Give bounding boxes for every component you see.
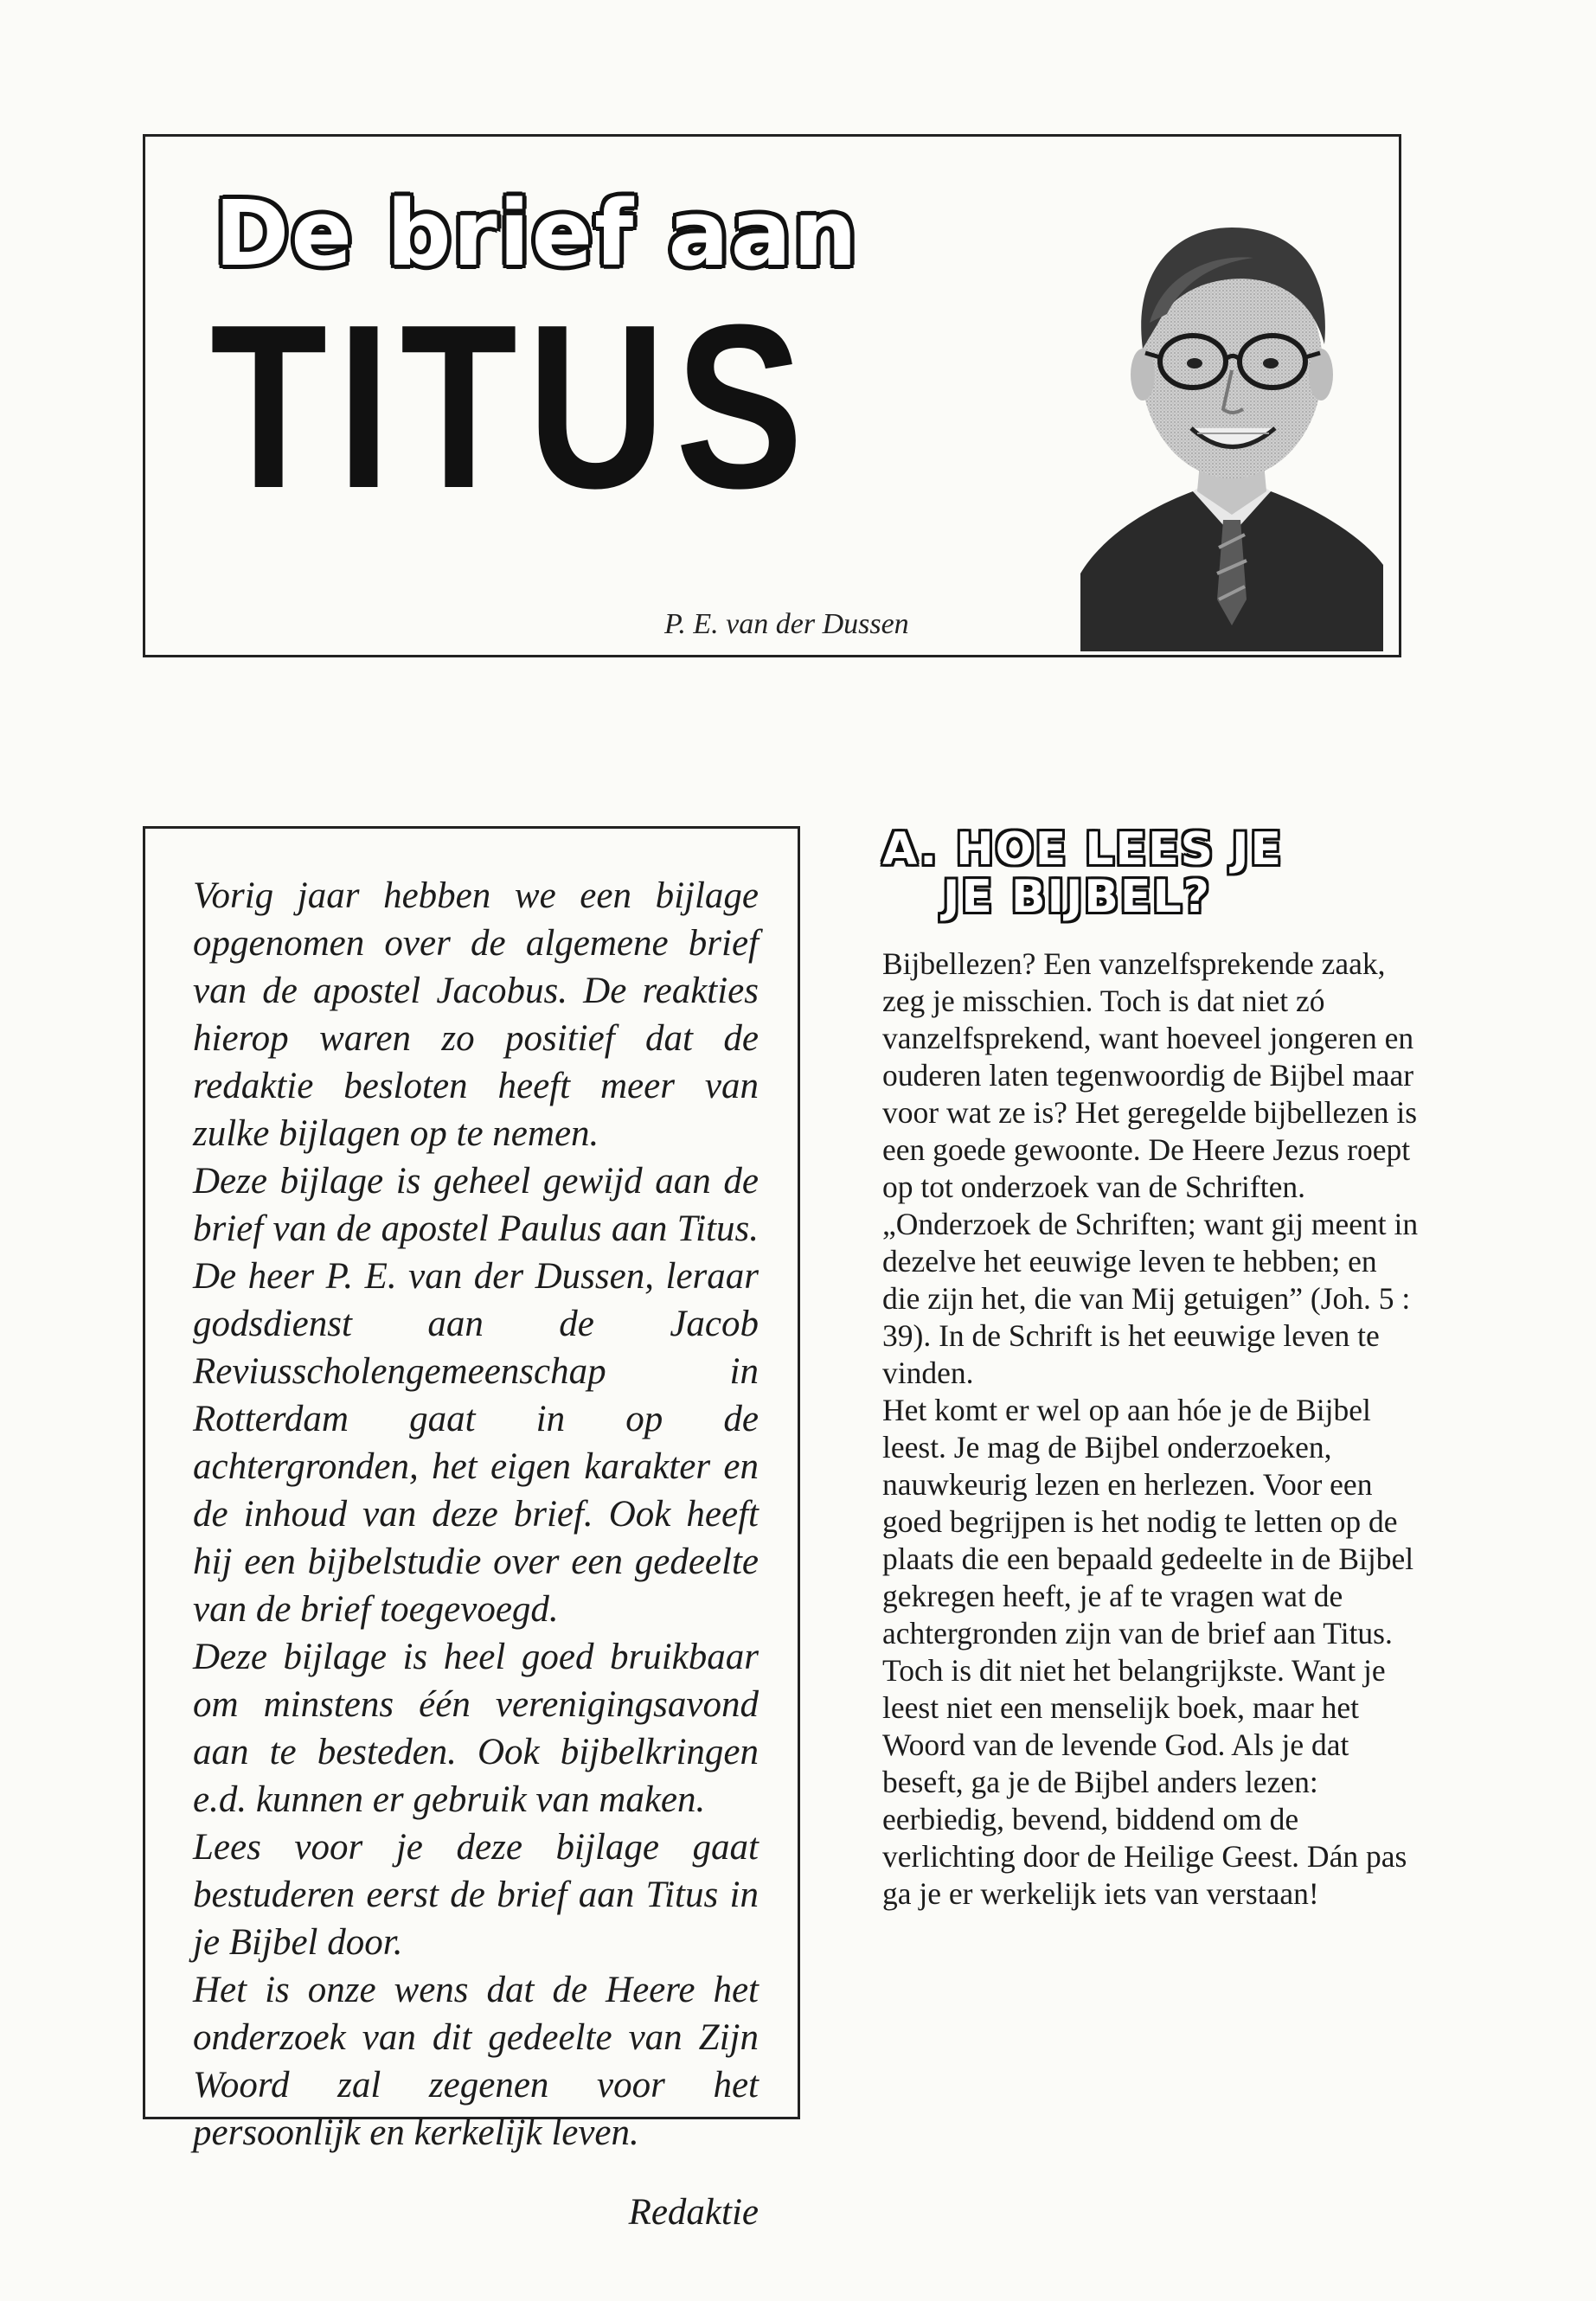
editorial-signature: Redaktie	[628, 2192, 759, 2233]
body-paragraph: Bijbellezen? Een vanzelfsprekende zaak, zeg je misschien. Toch is dat niet zó vanzelfsprekend, want hoeveel jongeren en ouderen laten tegenwoordig de Bijbel maar voor wat ze is? Het geregelde bijbellezen is een goede gewoonte. De Heere Jezus roept op tot onderzoek van de Schriften. „Onderzoek de Schriften; want gij meent in dezelve het eeuwige leven te hebben; en die zijn het, die van Mij getuigen” (Joh. 5 : 39). In de Schrift is het eeuwige leven te vinden.	[882, 946, 1419, 1390]
intro-paragraph: Deze bijlage is heel goed bruikbaar om minstens één verenigingsavond aan te besteden. Ook bijbelkringen e.d. kunnen er gebruik van maken.	[193, 1637, 759, 1820]
editorial-intro-box	[143, 826, 800, 2233]
header-title: TITUS	[210, 277, 813, 537]
body-paragraph: Het komt er wel op aan hóe je de Bijbel leest. Je mag de Bijbel onderzoeken, nauwkeurig lezen en herlezen. Voor een goed begrijpen is het nodig te letten op de plaats die een bepaald gedeelte in de Bijbel gekregen heeft, je af te vragen wat de achtergronden zijn van de brief aan Titus. Toch is dit niet het belangrijkste. Want je leest niet een menselijk boek, maar het Woord van de levende God. Als je dat beseft, ga je de Bijbel anders lezen: eerbiedig, bevend, biddend om de verlichting door de Heilige Geest. Dán pas ga je er werkelijk iets van verstaan!	[882, 1393, 1414, 1911]
intro-paragraph: Lees voor je deze bijlage gaat bestuderen eerst de brief aan Titus in je Bijbel door.	[193, 1827, 759, 1963]
intro-paragraph: Het is onze wens dat de Heere het onderzoek van dit gedeelte van Zijn Woord zal zegenen voor het persoonlijk en kerkelijk leven.	[193, 1970, 759, 2153]
section-heading	[882, 826, 1419, 921]
author-credit: P. E. van der Dussen	[664, 608, 909, 640]
section-heading-line-1: A. HOE LEES JE	[882, 824, 1284, 875]
editorial-intro-text	[193, 872, 759, 2157]
header-subtitle: De brief aan	[215, 181, 859, 286]
header-box	[143, 134, 1401, 657]
intro-paragraph: Vorig jaar hebben we een bijlage opgenomen over de algemene brief van de apostel Jacobus. De reakties hierop waren zo positief dat de redaktie besloten heeft meer van zulke bijlagen op te nemen.	[193, 875, 759, 1154]
section-heading-line-2: JE BIJBEL?	[943, 871, 1211, 923]
section-a-column	[882, 826, 1419, 1913]
intro-paragraph: Deze bijlage is geheel gewijd aan de brief van de apostel Paulus aan Titus. De heer P. E. van der Dussen, leraar godsdienst aan de Jacob Reviusscholengemeenschap in Rotterdam gaat in op de achtergronden, het eigen karakter en de inhoud van deze brief. Ook heeft hij een bijbelstudie over een gedeelte van de brief toegevoegd.	[193, 1161, 759, 1630]
author-portrait	[1080, 193, 1383, 651]
section-body	[882, 945, 1419, 1913]
